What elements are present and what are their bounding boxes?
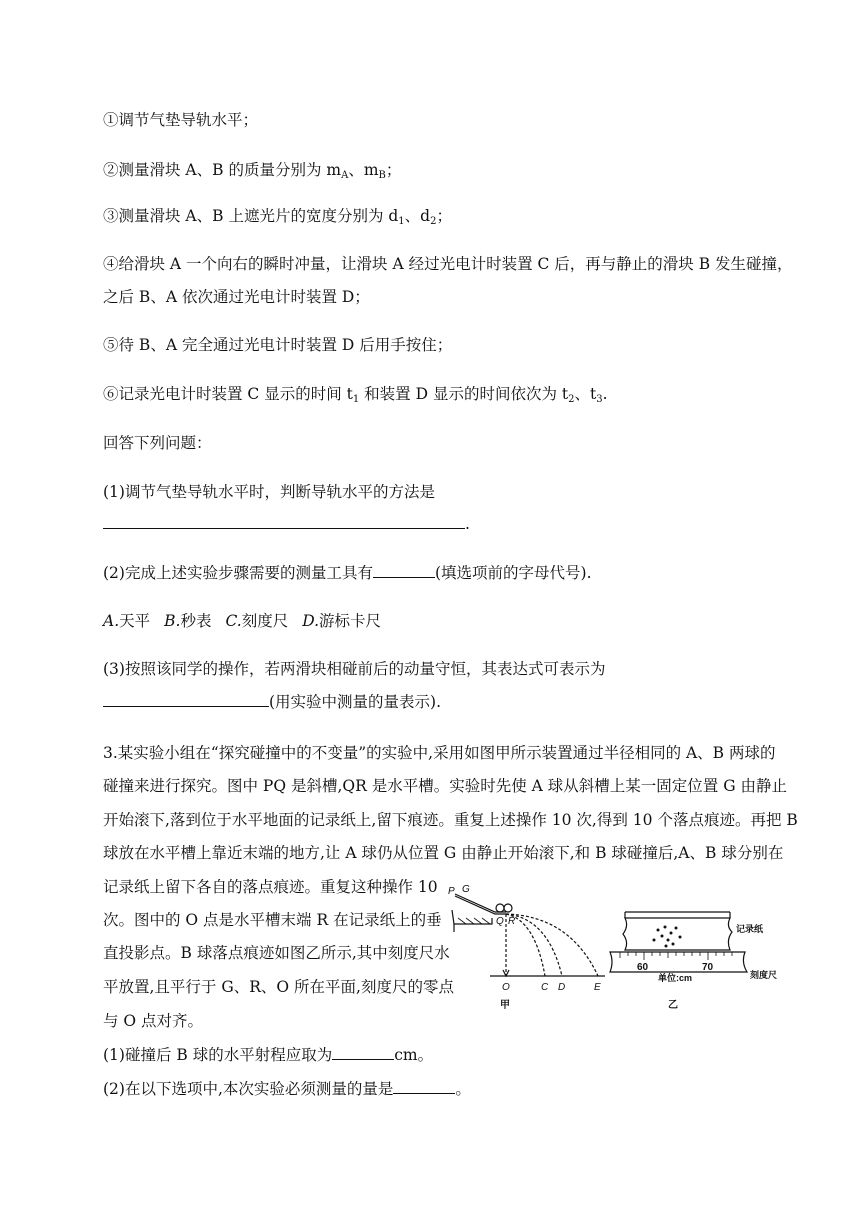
- question-3-1: (1)碰撞后 B 球的水平射程应取为 cm。: [103, 1046, 434, 1064]
- step-1: ①调节气垫导轨水平；: [103, 111, 259, 129]
- label-g: G: [462, 884, 470, 895]
- figure-apparatus: [452, 894, 605, 976]
- dot: [661, 935, 664, 938]
- question-2-1-blank-line: .: [103, 514, 470, 534]
- problem-3-line-6: 次。图中的 O 点是水平槽末端 R 在记录纸上的垂: [103, 911, 442, 929]
- question-2-2: (2)完成上述实验步骤需要的测量工具有 (填选项前的字母代号).: [103, 564, 592, 582]
- answer-blank[interactable]: [103, 692, 269, 707]
- problem-3-line-1: 3.某实验小组在“探究碰撞中的不变量”的实验中,采用如图甲所示装置通过半径相同的 A、B 两球的: [103, 744, 776, 762]
- step-6: ⑥记录光电计时装置 C 显示的时间 $t_1$ 和装置 D 显示的时间依次为 $t_2$、$t_3$.: [103, 385, 608, 405]
- label-p: P: [448, 886, 455, 897]
- answer-blank[interactable]: [332, 1045, 394, 1060]
- question-3-2: (2)在以下选项中,本次实验必须测量的量是 。: [103, 1080, 471, 1098]
- answer-prompt: 回答下列问题：: [103, 434, 212, 452]
- unit-label: 单位:cm: [658, 973, 693, 983]
- problem-3-line-7: 直投影点。B 球落点痕迹如图乙所示,其中刻度尺水: [103, 944, 450, 962]
- dot: [664, 926, 667, 929]
- experiment-figure: [440, 880, 790, 1015]
- label-r: R: [508, 916, 516, 927]
- ruler-label: 刻度尺: [750, 970, 778, 980]
- problem-3-line-5: 记录纸上留下各自的落点痕迹。重复这种操作 10: [103, 878, 438, 896]
- label-q: Q: [496, 916, 504, 927]
- ruler-ticks: [620, 952, 732, 960]
- tick-label-70: 70: [702, 962, 714, 973]
- answer-blank[interactable]: [373, 563, 435, 578]
- question-2-3-blank-line: (用实验中测量的量表示).: [103, 692, 441, 712]
- ball-b: [504, 904, 512, 912]
- ramp-support: [452, 910, 492, 924]
- caption-yi: 乙: [668, 1000, 678, 1011]
- problem-3-line-2: 碰撞来进行探究。图中 PQ 是斜槽,QR 是水平槽。实验时先使 A 球从斜槽上某一固定位置 G 由静止: [103, 777, 788, 795]
- dot: [657, 929, 660, 932]
- problem-3-line-3: 开始滚下,落到位于水平地面的记录纸上,留下痕迹。重复上述操作 10 次,得到 10 个落点痕迹。再把 B: [103, 811, 798, 829]
- ruler-labels: [637, 923, 777, 983]
- dot: [665, 945, 668, 948]
- label-o: O: [502, 982, 510, 993]
- step-4-line-2: 之后 B、A 依次通过光电计时装置 D；: [103, 288, 370, 306]
- ramp-pq: [455, 894, 506, 912]
- dot: [675, 927, 678, 930]
- problem-3-line-4: 球放在水平槽上靠近末端的地方,让 A 球仍从位置 G 由静止开始滚下,和 B 球碰撞后,A、B 球分别在: [103, 844, 784, 862]
- dot: [672, 943, 675, 946]
- tick-label-60: 60: [637, 962, 649, 973]
- caption-jia: 甲: [500, 1000, 510, 1011]
- ball-a: [496, 904, 504, 912]
- label-c: C: [541, 982, 549, 993]
- step-2: ②测量滑块 A、B 的质量分别为 $m_A$、$m_B$；: [103, 161, 402, 181]
- answer-blank[interactable]: [393, 1079, 455, 1094]
- step-4-line-1: ④给滑块 A 一个向右的瞬时冲量，让滑块 A 经过光电计时装置 C 后，再与静止的滑块 B 发生碰撞，: [103, 255, 793, 273]
- question-2-1: (1)调节气垫导轨水平时，判断导轨水平的方法是: [103, 483, 435, 501]
- ruler: [610, 952, 747, 972]
- step-5: ⑤待 B、A 完全通过光电计时装置 D 后用手按住；: [103, 336, 453, 354]
- dot: [670, 932, 673, 935]
- landing-dots: [653, 926, 682, 948]
- step-3: ③测量滑块 A、B 上遮光片的宽度分别为 $d_1$、$d_2$；: [103, 207, 452, 227]
- dot: [667, 939, 670, 942]
- record-paper-label: 记录纸: [736, 924, 764, 934]
- apparatus-labels: [448, 884, 601, 993]
- problem-3-line-8: 平放置,且平行于 G、R、O 所在平面,刻度尺的零点: [103, 978, 454, 996]
- label-e: E: [594, 982, 601, 993]
- dot: [679, 936, 682, 939]
- paper-side-edges: [625, 912, 730, 918]
- answer-blank[interactable]: [103, 514, 465, 529]
- label-d: D: [558, 982, 566, 993]
- record-paper: [623, 918, 732, 950]
- options-row: A.天平 B.秒表 C.刻度尺 D.游标卡尺: [103, 612, 382, 630]
- figure-record-paper: [610, 912, 747, 972]
- dot: [653, 939, 656, 942]
- question-2-3: (3)按照该同学的操作，若两滑块相碰前后的动量守恒，其表达式可表示为: [103, 660, 606, 678]
- trajectory-e: [506, 914, 598, 976]
- problem-3-line-9: 与 O 点对齐。: [103, 1012, 204, 1030]
- support-hatch: [458, 918, 490, 924]
